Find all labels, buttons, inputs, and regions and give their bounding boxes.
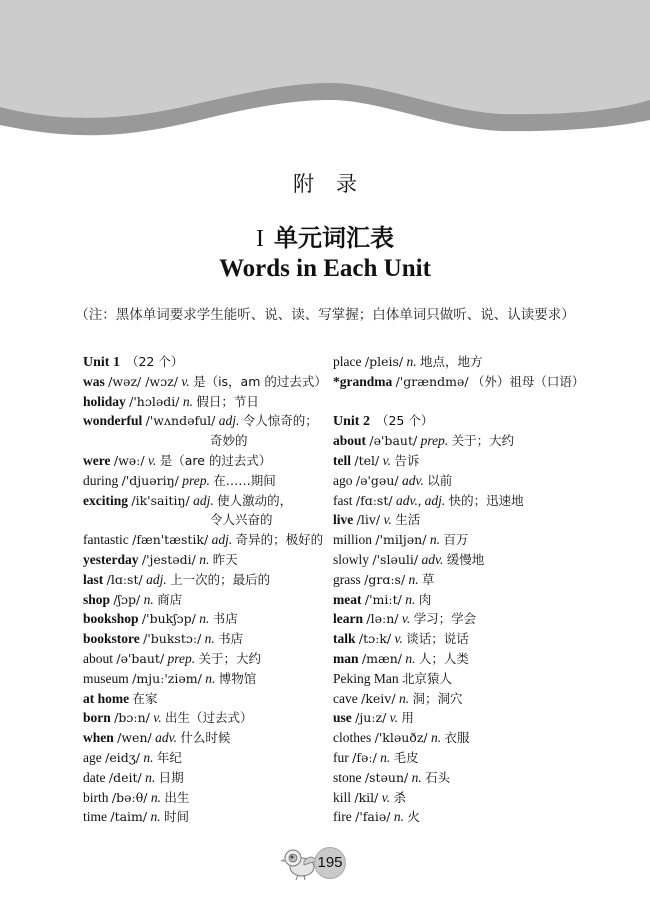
vocab-entry [333, 451, 593, 471]
vocab-word: time [83, 809, 107, 825]
vocab-entry [333, 748, 593, 768]
vocab-phonetic: /bəːθ/ [111, 789, 148, 805]
vocab-entry [83, 669, 343, 689]
vocab-word: exciting [83, 492, 128, 508]
vocab-meaning: 洞；洞穴 [412, 690, 463, 706]
usage-note: （注：黑体单词要求学生能听、说、读、写掌握；白体单词只做听、说、认读要求） [75, 307, 575, 323]
vocab-entry [83, 649, 343, 669]
vocab-phonetic: /bɔːn/ [114, 710, 150, 726]
vocab-word: meat [333, 591, 362, 607]
vocab-part-of-speech: n. [150, 809, 161, 825]
header-wave-decoration [0, 0, 650, 140]
vocab-entry [83, 530, 343, 550]
spacer [333, 392, 593, 412]
vocab-entry [83, 590, 343, 610]
vocab-word: grass [333, 571, 361, 587]
vocab-word: shop [83, 591, 111, 607]
vocab-phonetic: /keiv/ [361, 690, 396, 706]
vocab-meaning: 是（are 的过去式） [159, 452, 272, 468]
page-number: 195 [314, 847, 346, 879]
vocab-entry [83, 372, 343, 392]
section-title-en: Words in Each Unit [219, 255, 431, 282]
vocab-entry [83, 768, 343, 788]
vocab-word: place [333, 354, 362, 369]
vocab-part-of-speech: n. [431, 730, 442, 746]
vocab-meaning: 关于；大约 [198, 650, 262, 666]
vocab-meaning: 火 [407, 809, 420, 825]
vocab-entry [83, 411, 343, 431]
unit-word-count: （22 个） [125, 354, 184, 369]
vocab-entry [333, 471, 593, 491]
vocab-part-of-speech: n. [405, 591, 416, 607]
vocab-meaning-continued: 奇妙的 [210, 433, 248, 449]
vocab-part-of-speech: n. [393, 809, 404, 825]
vocab-part-of-speech: n. [182, 393, 193, 409]
vocab-meaning: 书店 [212, 611, 238, 627]
vocab-entry [83, 689, 343, 709]
vocab-entry [83, 708, 343, 728]
vocab-phonetic: /ləːn/ [366, 611, 399, 627]
vocab-meaning: 缓慢地 [446, 551, 485, 567]
vocab-meaning: 博物馆 [218, 670, 257, 686]
vocab-part-of-speech: n. [398, 690, 410, 706]
vocab-meaning: 草 [422, 571, 435, 587]
vocab-phonetic: /'miljən/ [375, 532, 427, 548]
vocab-phonetic: /wəz/ /wɔz/ [108, 373, 178, 389]
vocab-meaning: 百万 [443, 532, 469, 548]
vocab-entry [333, 530, 593, 550]
vocab-word: wonderful [83, 413, 143, 429]
vocab-entry [333, 609, 593, 629]
appendix-heading: 附录 [293, 172, 379, 196]
vocab-meaning: 告诉 [394, 452, 420, 468]
section-title-cn [0, 218, 650, 253]
vocab-phonetic: /ə'baut/ [369, 433, 418, 449]
vocab-phonetic: /taim/ [110, 809, 148, 825]
vocab-word: live [333, 512, 354, 528]
vocab-phonetic: /ə'baut/ [116, 650, 165, 666]
vocab-word: fur [333, 749, 349, 765]
vocab-part-of-speech: adv. [421, 551, 444, 567]
vocab-entry [333, 768, 593, 788]
vocab-entry [83, 629, 343, 649]
vocab-word: fast [333, 492, 353, 508]
vocab-entry [333, 649, 593, 669]
vocab-entry-continuation [83, 431, 343, 451]
vocab-entry [83, 609, 343, 629]
vocab-word: fantastic [83, 532, 129, 548]
vocab-entry [83, 788, 343, 808]
vocab-part-of-speech: n. [199, 611, 210, 627]
vocab-entry [83, 807, 343, 827]
vocab-word: bookstore [83, 631, 140, 647]
vocab-phonetic: /'djuəriŋ/ [121, 472, 179, 488]
vocab-phonetic: /'sləuli/ [372, 551, 419, 567]
vocab-word: *grandma [333, 373, 393, 389]
vocab-meaning: 出生（过去式） [164, 710, 253, 726]
vocab-part-of-speech: adv. [155, 730, 177, 746]
vocab-meaning: 什么时候 [180, 730, 231, 746]
vocab-word: date [83, 769, 106, 785]
vocab-word: last [83, 571, 104, 587]
vocab-part-of-speech: adj. [211, 532, 233, 548]
vocab-part-of-speech: n. [380, 749, 391, 765]
vocab-phonetic: /'wʌndəful/ [145, 413, 216, 429]
vocab-meaning: 生活 [395, 512, 421, 528]
vocab-part-of-speech: v. [394, 631, 403, 647]
vocab-part-of-speech: n. [411, 769, 422, 785]
vocab-phonetic: /'miːt/ [364, 591, 402, 607]
vocab-phonetic: /wəː/ [113, 452, 145, 468]
vocab-word: bookshop [83, 611, 139, 627]
vocab-word: about [333, 433, 367, 449]
vocab-meaning: 人；人类 [418, 650, 469, 666]
vocab-phonetic: /'kləuðz/ [374, 730, 428, 746]
vocab-phonetic: /fɑːst/ [355, 492, 393, 508]
vocab-word: during [83, 472, 119, 488]
vocab-word: born [83, 710, 111, 726]
vocab-phonetic: /pleis/ [364, 354, 404, 369]
vocab-phonetic: /deit/ [108, 769, 142, 785]
vocab-part-of-speech: v. [153, 710, 162, 726]
right-column [333, 352, 593, 827]
vocab-meaning: 是（is，am 的过去式） [193, 373, 327, 389]
vocab-word: were [83, 452, 111, 468]
vocab-phonetic: /ə'gəu/ [355, 472, 399, 488]
vocab-phonetic: /'jestədi/ [141, 551, 196, 567]
vocab-part-of-speech: adj. [146, 571, 167, 587]
vocab-phonetic: /lɑːst/ [106, 571, 143, 587]
vocab-meaning: 使人激动的， [217, 492, 293, 508]
vocab-part-of-speech: n. [205, 670, 216, 686]
vocab-phonetic: /mæn/ [361, 650, 402, 666]
vocab-word: million [333, 532, 373, 548]
vocab-meaning: （外）祖母（口语） [471, 373, 585, 389]
vocab-phonetic: /grɑːs/ [364, 571, 406, 587]
vocab-entry [83, 451, 343, 471]
vocab-word: was [83, 373, 105, 389]
vocab-part-of-speech: n. [408, 571, 419, 587]
section-roman-numeral: I [256, 226, 264, 252]
vocab-phonetic: /'faiə/ [355, 809, 391, 825]
unit-heading [333, 411, 593, 431]
vocab-meaning: 在家 [132, 690, 158, 706]
vocab-part-of-speech: v. [389, 710, 399, 726]
vocab-word: learn [333, 611, 363, 627]
vocab-meaning: 衣服 [444, 730, 470, 746]
vocab-phonetic: /fəː/ [352, 749, 377, 765]
vocab-entry [333, 570, 593, 590]
vocab-entry [83, 491, 343, 511]
vocab-part-of-speech: prep. [167, 650, 196, 666]
vocab-entry [333, 491, 593, 511]
vocab-part-of-speech: v. [381, 789, 391, 805]
vocab-entry [333, 728, 593, 748]
wave-light-fill [0, 0, 650, 118]
vocab-entry [83, 748, 343, 768]
vocab-phonetic: /stəun/ [364, 769, 409, 785]
vocab-part-of-speech: n. [150, 789, 161, 805]
vocab-meaning: 毛皮 [393, 749, 419, 765]
vocab-meaning: 地点，地方 [419, 354, 483, 369]
vocab-part-of-speech: n. [143, 749, 154, 765]
vocab-entry [333, 807, 593, 827]
vocab-meaning: 石头 [425, 769, 451, 785]
vocab-entry [333, 590, 593, 610]
vocab-word: fire [333, 809, 352, 825]
vocab-meaning: 杀 [393, 789, 407, 805]
vocab-phonetic: /'bukstɔː/ [143, 631, 202, 647]
vocab-meaning: 上一次的；最后的 [170, 571, 271, 587]
left-column [83, 352, 343, 827]
vocab-phonetic: /eidʒ/ [105, 749, 140, 765]
vocab-part-of-speech: n. [145, 769, 156, 785]
vocab-meaning: 奇异的；极好的 [235, 532, 324, 548]
vocab-word: Peking Man [333, 670, 399, 686]
vocab-meaning: 肉 [418, 591, 432, 607]
vocab-meaning: 令人惊奇的； [242, 413, 318, 429]
vocab-meaning: 商店 [157, 591, 183, 607]
vocab-part-of-speech: n. [406, 354, 417, 369]
vocab-phonetic: /wen/ [117, 730, 152, 746]
vocab-part-of-speech: v. [382, 452, 391, 468]
vocab-meaning: 年纪 [156, 749, 182, 765]
vocab-meaning: 谈话；说话 [406, 631, 469, 647]
vocab-meaning: 以前 [427, 472, 453, 488]
vocab-word: birth [83, 789, 109, 805]
vocab-word: use [333, 710, 352, 726]
vocab-part-of-speech: v. [383, 512, 392, 528]
vocab-word: holiday [83, 393, 126, 409]
vocab-part-of-speech: n. [429, 532, 440, 548]
vocab-entry [83, 471, 343, 491]
vocab-entry [333, 788, 593, 808]
vocab-word: stone [333, 769, 362, 785]
unit-word-count: （25 个） [375, 413, 434, 429]
unit-heading [83, 352, 343, 372]
vocab-phonetic: /ʃɔp/ [113, 591, 141, 607]
vocab-entry [333, 689, 593, 709]
vocab-word: clothes [333, 730, 372, 746]
vocab-part-of-speech: n. [143, 591, 154, 607]
vocab-entry [333, 629, 593, 649]
unit-label: Unit 1 [83, 355, 120, 370]
vocab-meaning: 日期 [158, 769, 184, 785]
vocab-word: talk [333, 631, 356, 647]
vocab-phonetic: /liv/ [356, 512, 381, 528]
vocab-entry [333, 669, 593, 689]
vocab-phonetic: /'grændmə/ [395, 373, 469, 389]
vocab-meaning: 假日；节日 [196, 393, 259, 409]
vocab-word: ago [333, 472, 353, 488]
vocab-entry-continuation [83, 510, 343, 530]
vocab-part-of-speech: adj. [218, 413, 240, 429]
vocab-meaning-continued: 令人兴奋的 [210, 512, 273, 528]
vocab-entry [83, 392, 343, 412]
vocab-meaning: 关于；大约 [451, 433, 515, 449]
vocab-meaning: 在……期间 [213, 472, 276, 488]
vocab-word: yesterday [83, 551, 139, 567]
vocab-entry [333, 550, 593, 570]
unit-label: Unit 2 [333, 414, 370, 430]
vocab-meaning: 时间 [164, 809, 190, 825]
vocab-meaning: 出生 [164, 789, 190, 805]
vocab-entry [333, 372, 593, 392]
vocab-word: man [333, 650, 359, 666]
vocab-meaning: 学习；学会 [413, 611, 477, 627]
vocab-part-of-speech: prep. [182, 472, 210, 488]
vocab-phonetic: /tɔːk/ [358, 631, 392, 647]
vocab-part-of-speech: n. [204, 631, 215, 647]
vocab-word: slowly [333, 551, 370, 567]
vocab-meaning: 用 [401, 710, 414, 726]
vocab-word: kill [333, 789, 352, 805]
vocab-entry [83, 570, 343, 590]
vocab-part-of-speech: v. [147, 452, 157, 468]
vocab-part-of-speech: adv., adj. [395, 492, 446, 508]
vocab-part-of-speech: n. [405, 650, 416, 666]
vocab-word: at home [83, 690, 130, 706]
vocab-phonetic: /mjuː'ziəm/ [132, 670, 202, 686]
vocab-meaning: 快的；迅速地 [448, 492, 524, 508]
vocab-word: about [83, 650, 113, 666]
vocab-entry [333, 708, 593, 728]
vocab-phonetic: /ik'saitiŋ/ [131, 492, 190, 508]
vocab-part-of-speech: adj. [193, 492, 214, 508]
section-title-cn-text: 单元词汇表 [274, 224, 394, 252]
vocab-meaning: 书店 [218, 631, 244, 647]
vocab-entry [83, 728, 343, 748]
vocab-entry [333, 352, 593, 372]
vocab-phonetic: /'hɔlədi/ [129, 393, 180, 409]
vocab-phonetic: /fæn'tæstik/ [132, 532, 209, 548]
vocab-meaning: 北京猿人 [402, 670, 453, 686]
page-footer [280, 845, 360, 881]
vocab-word: cave [333, 690, 358, 706]
vocab-meaning: 昨天 [212, 551, 238, 567]
vocab-word: museum [83, 670, 129, 686]
vocab-entry [333, 510, 593, 530]
vocab-phonetic: /tel/ [354, 452, 380, 468]
vocab-word: when [83, 730, 114, 746]
vocab-word: tell [333, 452, 351, 468]
vocab-word: age [83, 749, 102, 765]
vocab-entry [83, 550, 343, 570]
vocab-part-of-speech: v. [401, 611, 411, 627]
vocab-phonetic: /juːz/ [355, 710, 387, 726]
vocab-phonetic: /kil/ [354, 789, 379, 805]
vocab-part-of-speech: v. [181, 373, 190, 389]
vocab-entry [333, 431, 593, 451]
vocab-phonetic: /'bukʃɔp/ [141, 611, 196, 627]
vocab-part-of-speech: adv. [401, 472, 424, 488]
vocab-part-of-speech: prep. [420, 433, 449, 449]
vocab-part-of-speech: n. [199, 551, 210, 567]
